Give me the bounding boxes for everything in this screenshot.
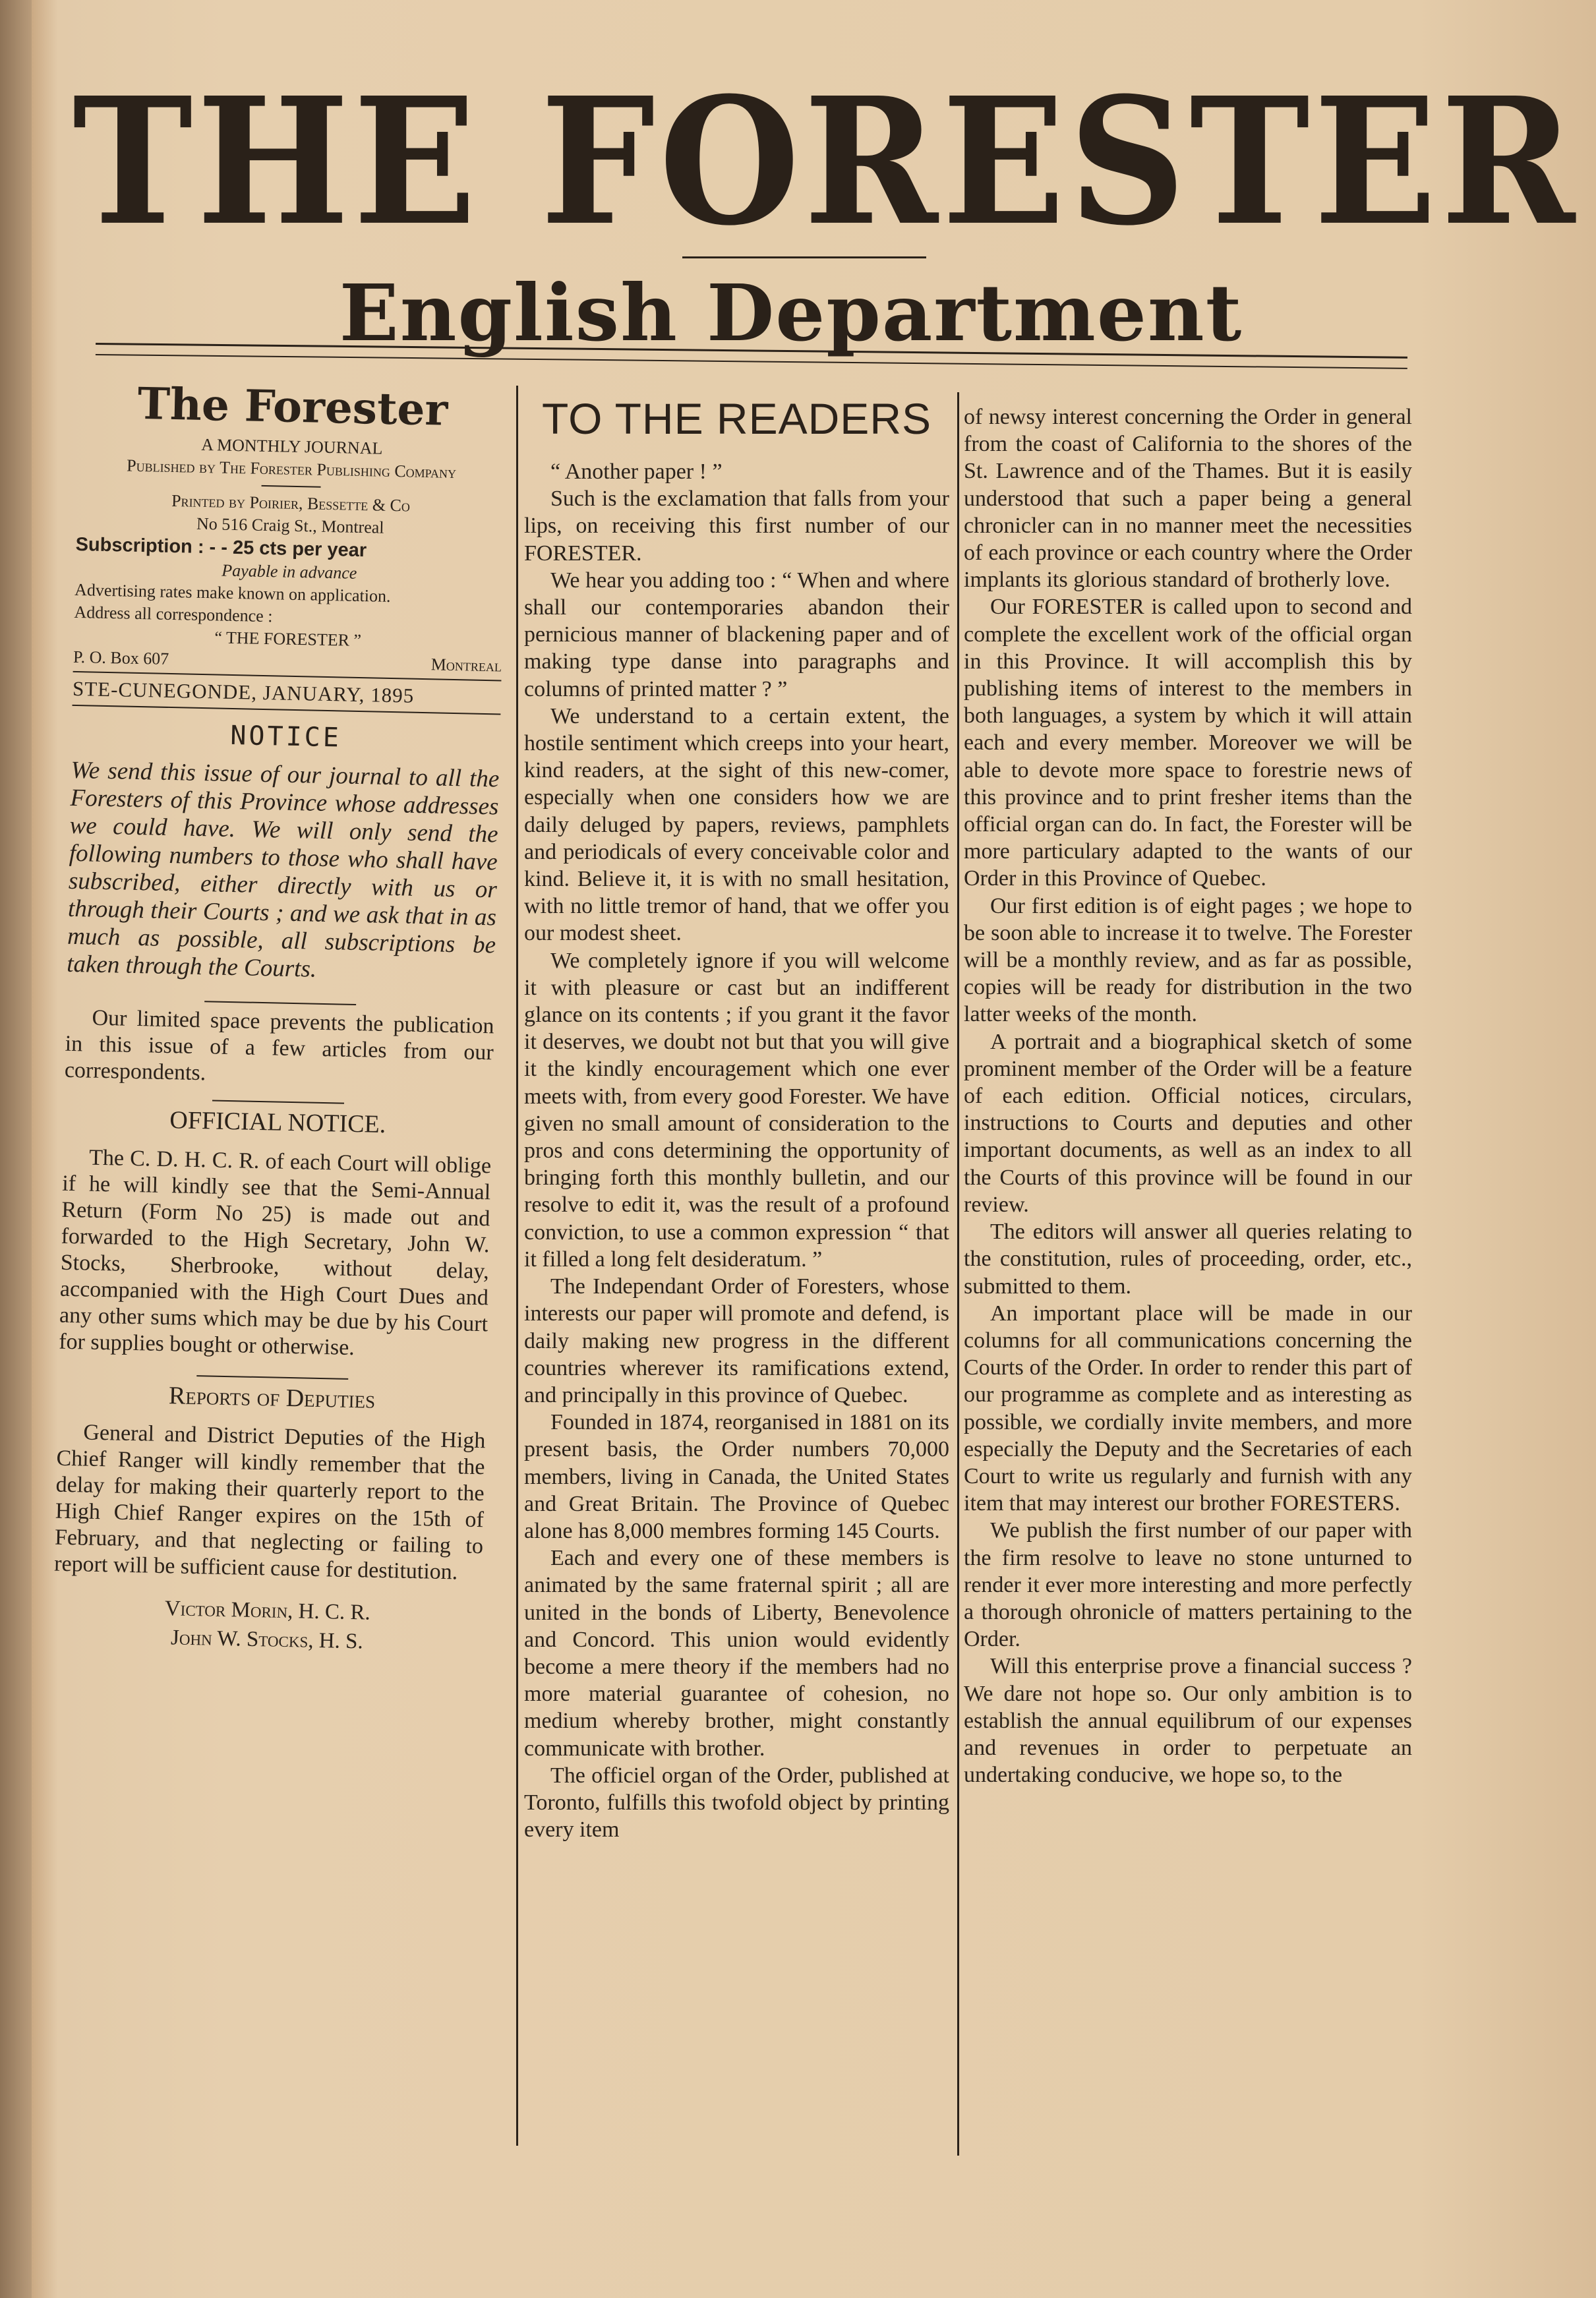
published-by: Published by The Forester Publishing Company — [126, 456, 457, 483]
divider — [196, 1375, 348, 1380]
readers-paragraph: Such is the exclamation that falls from your lips, on receiving this first number of our FORESTER. — [524, 486, 949, 566]
advertising-line: Advertising rates make known on application. — [74, 579, 391, 606]
readers-paragraph: We completely ignore if you will welcome it with pleasure or cast but an indifferent glance on its contents ; if you grant it the favor it deserves, we doubt not but that you will give it the kindly encouragement which one ever meets with, from every good Forester. We have given no small amount of consideration to the pros and cons determining the opportunity of bringing forth this monthly bulletin, and our resolve to edit it, was the result of a profound conviction, to use a common expression “ that it filled a long felt desideratum. ” — [524, 948, 949, 1272]
masthead-title: THE FORESTER — [73, 59, 1580, 264]
city: Montreal — [430, 655, 502, 676]
column-divider-1 — [516, 386, 518, 2146]
readers-paragraph: Will this enterprise prove a financial success ? We dare not hope so. Our only ambition is to establish the annual equilibrum of our expenses and revenues in order to perpetuate an undertaking conducive, we hope so, to the — [964, 1654, 1412, 1788]
payable-line: Payable in advance — [222, 560, 357, 583]
po-box: P. O. Box 607 — [73, 647, 169, 668]
readers-heading: TO THE READERS — [541, 394, 932, 443]
left-column — [53, 376, 508, 1659]
book-spine — [0, 0, 32, 2298]
official-notice-title: OFFICIAL NOTICE. — [169, 1106, 386, 1139]
subscription-line: Subscription : - - 25 cts per year — [75, 533, 367, 562]
printed-by: Printed by Poirier, Bessette & Co — [171, 490, 411, 516]
readers-paragraph: Our FORESTER is called upon to second and complete the excellent work of the official organ in this Province. It will accomplish this by publishing items of interest to the members in both languages, a system by which it will attain each and every member. Moreover we will be able to devote more space to forestrie news of this province and to print fresher items than the official organ can do. In fact, the Forester will be more particulary adapted to the wants of our Order in this Province of Quebec. — [964, 595, 1412, 891]
masthead-rule — [682, 256, 926, 258]
address-all-line: Address all correspondence : — [74, 602, 273, 626]
readers-paragraph: We understand to a certain extent, the hostile sentiment which creeps into your heart, kind readers, at the sight of this new-comer, especially when one considers how we are daily deluged by papers, reviews, pamphlets and periodicals of every conceivable color and kind. Believe it, it is with no small hesitation, with no little tremor of hand, that we offer you our modest sheet. — [524, 703, 949, 946]
middle-column — [524, 392, 949, 1843]
readers-paragraph: Each and every one of these members is animated by the same fraternal spirit ; all are united in the bonds of Liberty, Benevolence and Concord. This union would evidently become a mere theory if the members had no more material guarantee of cohesion, no medium whereby brother, might constantly communicate with brother. — [524, 1546, 949, 1761]
readers-paragraph: “ Another paper ! ” — [550, 459, 723, 484]
divider — [212, 1100, 344, 1104]
readers-paragraph: The Independant Order of Foresters, whose interests our paper will promote and defend, is daily making new progress in the different countries wherever its ramifications extend, and principally in this province of Quebec. — [524, 1274, 949, 1407]
signature-stocks: John W. Stocks, H. S. — [170, 1626, 364, 1654]
column-divider-2 — [957, 392, 959, 2156]
readers-paragraph: of newsy interest concerning the Order in general from the coast of California to the shores of the St. Lawrence and of the Thames. But it is easily understood that such a paper being a general chronicler can in no manner meet the necessities of each province or each country where the Order implants its glorious standard of brotherly love. — [964, 405, 1412, 593]
readers-paragraph: We publish the first number of our paper with the firm resolve to leave no stone unturned to render it ever more interesting and more perfectly a thorough ohronicle of matters pertaining to the Order. — [964, 1518, 1412, 1652]
right-column — [964, 403, 1412, 1788]
divider — [262, 485, 321, 488]
notice-text: We send this issue of our journal to all the Foresters of this Province whose addresses we could have. We will only send the following numbers to those who shall have subscribed, either directly with us or through their Courts ; and we ask that in as much as possible, all subscriptions be taken through the Courts. — [66, 757, 500, 984]
readers-paragraph: We hear you adding too : “ When and where shall our contemporaries abandon their pernicious manner of blackening paper and of making type danse into paragraphs and columns of printed matter ? ” — [524, 568, 949, 701]
readers-paragraph: The officiel organ of the Order, published at Toronto, fulfills this twofold object by printing every item — [524, 1763, 949, 1842]
paper-name: The Forester — [137, 377, 449, 436]
readers-paragraph: Our first edition is of eight pages ; we hope to be soon able to increase it to twelve. The Forester will be a monthly review, and as far as possible, copies will be ready for distribution in the two latter weeks of the month. — [964, 893, 1412, 1027]
printer-address: No 516 Craig St., Montreal — [196, 514, 384, 537]
readers-paragraph: A portrait and a biographical sketch of some prominent member of the Order will be a feature of each edition. Official notices, circulars, instructions to Courts and deputies and other important documents, as well as an index to all the Courts of this province will be found in our review. — [964, 1029, 1412, 1217]
divider — [204, 1001, 356, 1006]
limited-space-text: Our limited space prevents the publication in this issue of a few articles from our correspondents. — [64, 1006, 494, 1086]
address-name: “ THE FORESTER ” — [214, 628, 362, 651]
readers-paragraph: An important place will be made in our columns for all communications concerning the Courts of the Order. In order to render this part of our programme as complete and as interesting as possible, we cordially invite members, and more especially the Deputy and the Secretaries of each Court to write us regularly and furnish with any item that may interest our brother FORESTERS. — [964, 1301, 1412, 1516]
readers-paragraph: The editors will answer all queries relating to the constitution, rules of proceeding, order, etc., submitted to them. — [964, 1220, 1412, 1299]
official-notice-text: The C. D. H. C. R. of each Court will oblige if he will kindly see that the Semi-Annual Return (Form No 25) is made out and forwarded to the High Secretary, John W. Stocks, Sherbrooke, without delay, accompanied with the High Court Dues and any other sums which may be due by his Court for supplies bought or otherwise. — [58, 1145, 492, 1360]
department-title: English Department — [339, 267, 1243, 359]
signature-morin: Victor Morin, H. C. R. — [164, 1596, 371, 1625]
readers-paragraph: Founded in 1874, reorganised in 1881 on its present basis, the Order numbers 70,000 members, living in Canada, the United States and Great Britain. The Province of Quebec alone has 8,000 membres forming 145 Courts. — [524, 1410, 949, 1543]
dateline: STE-CUNEGONDE, JANUARY, 1895 — [72, 676, 415, 707]
reports-text: General and District Deputies of the High Chief Ranger will kindly remember that the delay for making their quarterly report to the High Chief Ranger expires on the 15th of February, and that neglecting or failing to report will be sufficient cause for destitution. — [53, 1420, 486, 1585]
tagline: A MONTHLY JOURNAL — [200, 434, 383, 458]
notice-title: NOTICE — [229, 721, 342, 753]
reports-title: Reports of Deputies — [168, 1381, 376, 1414]
